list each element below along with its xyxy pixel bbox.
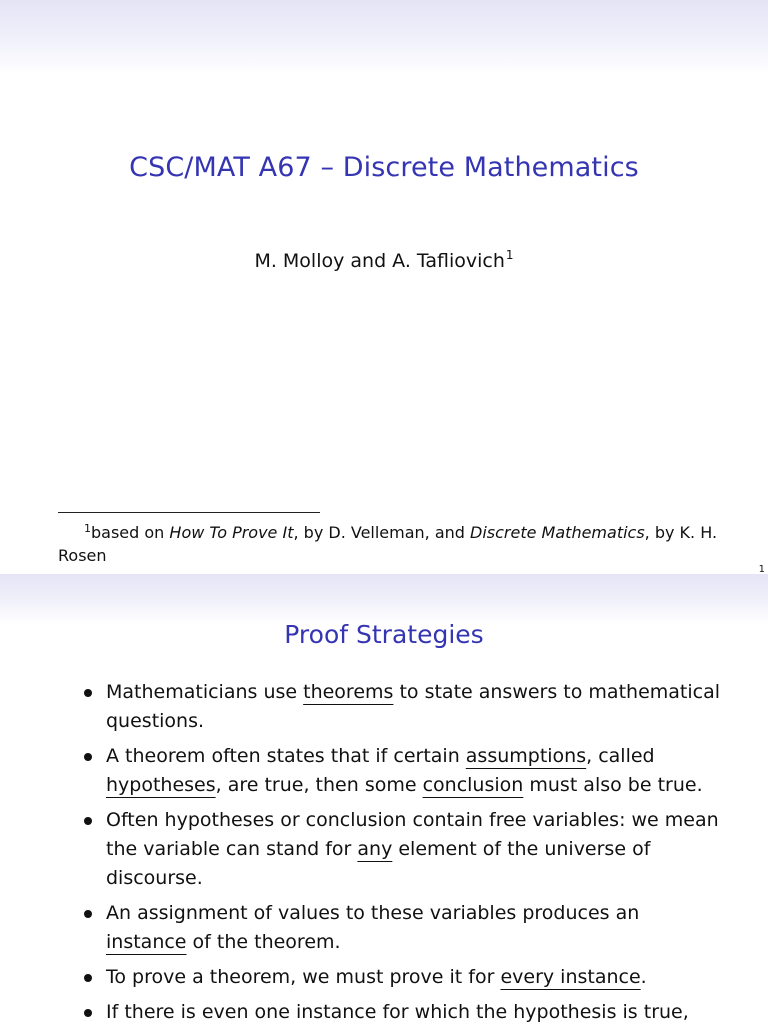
- bullet-text: Often hypotheses or conclusion contain free variables: we mean the variable can stand for: [106, 809, 719, 860]
- bullet-text: to state answers to mathematical questions.: [106, 681, 721, 732]
- bullet-text: , are true, then some: [215, 774, 423, 796]
- page-number: 1: [758, 564, 765, 574]
- bullet-text: To prove a theorem, we must prove it for: [106, 966, 501, 988]
- underlined-term: every instance: [500, 966, 641, 988]
- bullet-text: An assignment of values to these variables produces an: [106, 902, 640, 924]
- presentation-title: CSC/MAT A67 – Discrete Mathematics: [129, 152, 639, 183]
- bullet-item: [84, 963, 724, 992]
- bullet-text: of the theorem.: [186, 931, 341, 953]
- footnote-text: , by K. H. Rosen: [58, 523, 718, 565]
- underlined-term: hypotheses: [106, 774, 216, 796]
- footnote-text: , by D. Velleman, and: [293, 523, 471, 542]
- underlined-term: theorems: [303, 681, 394, 703]
- slide-proof-strategies: [0, 574, 768, 1024]
- authors-line: [0, 248, 768, 272]
- bullet-dot-icon: [84, 689, 92, 697]
- bullet-text: element of the universe of discourse.: [106, 838, 651, 889]
- bullet-dot-icon: [84, 1009, 92, 1017]
- bullet-item: [84, 742, 724, 800]
- bullet-text: If there is even one instance for which the hypothesis is true,: [106, 1001, 689, 1023]
- header-gradient: [0, 0, 768, 74]
- bullet-text: Mathematicians use: [106, 681, 304, 703]
- footnote: [58, 517, 738, 567]
- bullet-item: [84, 806, 724, 893]
- bullet-dot-icon: [84, 753, 92, 761]
- bullet-item: [84, 678, 724, 736]
- underlined-term: assumptions: [465, 745, 587, 767]
- footnote-text: based on: [91, 523, 170, 542]
- bullet-dot-icon: [84, 910, 92, 918]
- header-gradient: [0, 574, 768, 624]
- bullet-text: , called: [586, 745, 655, 767]
- bullet-dot-icon: [84, 817, 92, 825]
- underlined-term: conclusion: [422, 774, 524, 796]
- slide-title: Proof Strategies: [284, 620, 484, 649]
- book-title-discrete-mathematics: Discrete Mathematics: [470, 523, 645, 542]
- footnote-mark: 1: [84, 522, 91, 535]
- bullet-item: [84, 998, 724, 1024]
- underlined-term: any: [357, 838, 393, 860]
- bullet-item: [84, 899, 724, 957]
- footnote-divider: [58, 512, 320, 513]
- bullet-list: [84, 678, 724, 1024]
- underlined-term: instance: [106, 931, 187, 953]
- bullet-dot-icon: [84, 974, 92, 982]
- bullet-text: must also be true.: [523, 774, 703, 796]
- book-title-how-to-prove-it: How To Prove It: [169, 523, 294, 542]
- authors-text: M. Molloy and A. Tafliovich: [254, 250, 505, 272]
- footnote-reference: 1: [505, 248, 514, 262]
- bullet-text: A theorem often states that if certain: [106, 745, 466, 767]
- bullet-text: .: [640, 966, 647, 988]
